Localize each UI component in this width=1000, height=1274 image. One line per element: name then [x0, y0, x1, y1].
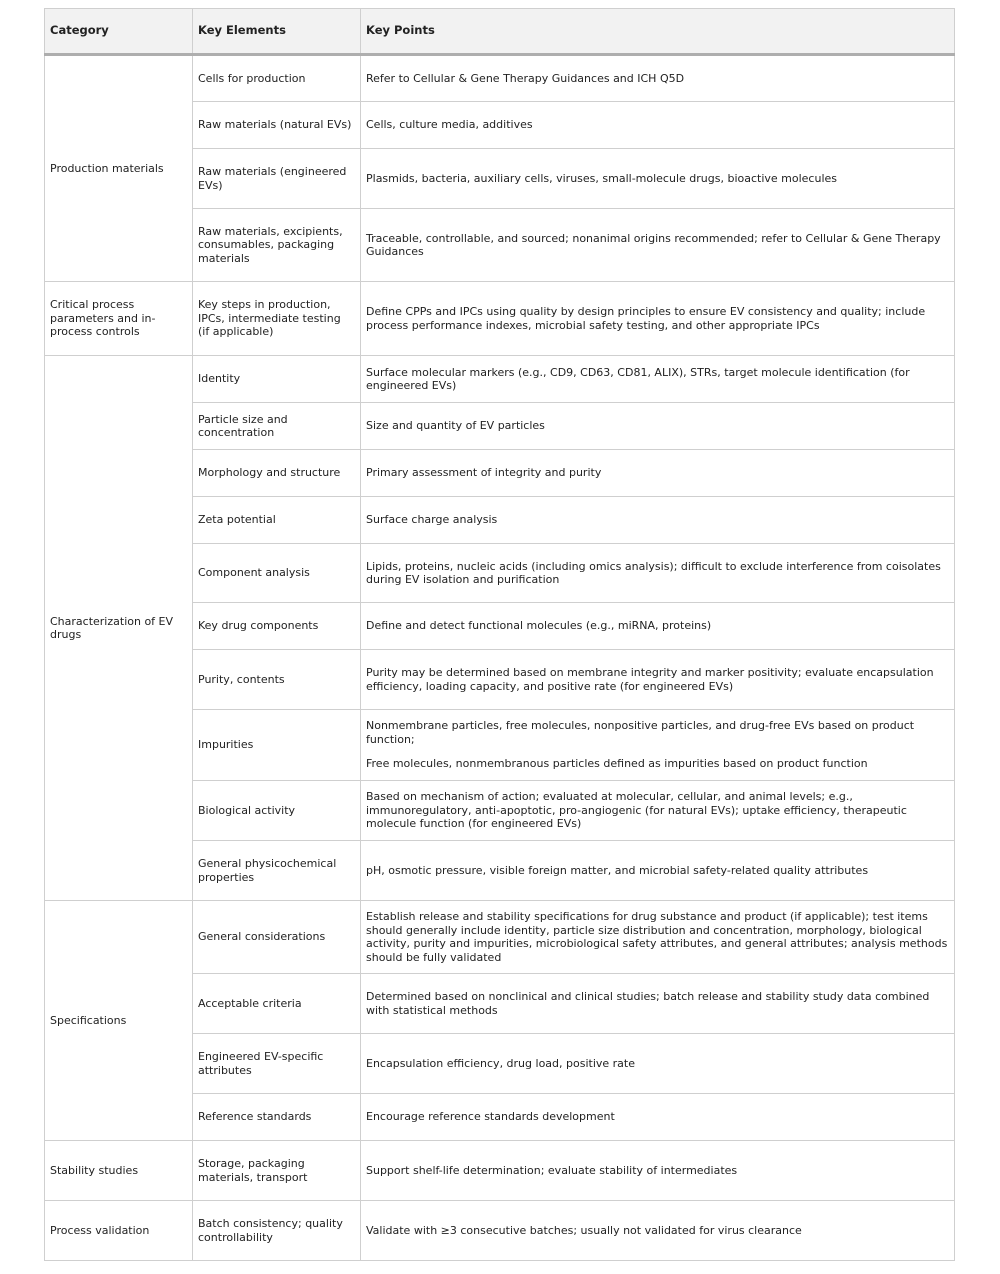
table-row: [45, 1201, 955, 1261]
table-row: [45, 282, 955, 356]
key-element-cell: Key drug components: [193, 603, 361, 650]
key-points-cell: [361, 901, 955, 974]
header-key-points: Key Points: [361, 9, 955, 55]
key-points-cell: [361, 1094, 955, 1141]
header-category: Category: [45, 9, 193, 55]
key-element-cell: Key steps in production, IPCs, intermediate testing (if applicable): [193, 282, 361, 356]
table-header: [45, 9, 955, 55]
key-element-cell: Component analysis: [193, 544, 361, 603]
key-point-text: Cells, culture media, additives: [366, 118, 533, 132]
category-cell: Production materials: [45, 55, 193, 282]
key-point-text: Lipids, proteins, nucleic acids (including omics analysis); difficult to exclude interference from coisolates during EV isolation and purification: [366, 559, 941, 586]
key-element-cell: Impurities: [193, 710, 361, 781]
key-points-cell: [361, 149, 955, 209]
key-points-cell: [361, 102, 955, 149]
table-row: [45, 55, 955, 102]
key-points-cell: [361, 450, 955, 497]
key-points-cell: [361, 209, 955, 282]
key-points-cell: [361, 544, 955, 603]
key-points-cell: [361, 1141, 955, 1201]
key-point-text: Primary assessment of integrity and purity: [366, 466, 602, 480]
key-points-cell: [361, 1034, 955, 1094]
key-points-cell: [361, 650, 955, 710]
key-point-text: Free molecules, nonmembranous particles defined as impurities based on product function: [366, 757, 868, 771]
category-cell: Stability studies: [45, 1141, 193, 1201]
key-element-cell: Raw materials (natural EVs): [193, 102, 361, 149]
key-point-text: Plasmids, bacteria, auxiliary cells, viruses, small-molecule drugs, bioactive molecules: [366, 171, 838, 185]
key-point-text: Nonmembrane particles, free molecules, nonpositive particles, and drug-free EVs based on product function;: [366, 719, 915, 746]
key-points-cell: [361, 282, 955, 356]
key-element-cell: Raw materials, excipients, consumables, packaging materials: [193, 209, 361, 282]
key-element-cell: Batch consistency; quality controllability: [193, 1201, 361, 1261]
header-key-elements: Key Elements: [193, 9, 361, 55]
key-point-text: Purity may be determined based on membrane integrity and marker positivity; evaluate encapsulation efficiency, loading capacity, and positive rate (for engineered EVs): [366, 666, 934, 693]
key-element-cell: Cells for production: [193, 55, 361, 102]
key-points-cell: [361, 841, 955, 901]
table-row: [45, 1141, 955, 1201]
key-points-cell: [361, 781, 955, 841]
key-element-cell: Particle size and concentration: [193, 403, 361, 450]
key-element-cell: Storage, packaging materials, transport: [193, 1141, 361, 1201]
key-element-cell: Reference standards: [193, 1094, 361, 1141]
category-cell: Characterization of EV drugs: [45, 356, 193, 901]
key-points-cell: [361, 1201, 955, 1261]
table-row: [45, 356, 955, 403]
key-points-cell: [361, 403, 955, 450]
key-point-text: pH, osmotic pressure, visible foreign matter, and microbial safety-related quality attributes: [366, 863, 869, 877]
key-point-text: Validate with ≥3 consecutive batches; usually not validated for virus clearance: [366, 1223, 802, 1237]
category-cell: Process validation: [45, 1201, 193, 1261]
key-element-cell: Engineered EV-specific attributes: [193, 1034, 361, 1094]
key-point-text: Based on mechanism of action; evaluated at molecular, cellular, and animal levels; e.g., immunoregulatory, anti-apoptotic, pro-angiogenic (for natural EVs); uptake efficiency, therapeutic molecule function (for engineered EVs): [366, 790, 907, 831]
key-point-text: Size and quantity of EV particles: [366, 419, 545, 433]
key-point-text: Support shelf-life determination; evaluate stability of intermediates: [366, 1163, 738, 1177]
key-points-cell: [361, 603, 955, 650]
key-element-cell: Raw materials (engineered EVs): [193, 149, 361, 209]
category-cell: Critical process parameters and in-process controls: [45, 282, 193, 356]
key-element-cell: Acceptable criteria: [193, 974, 361, 1034]
key-point-text: Surface charge analysis: [366, 513, 498, 527]
key-point-text: Define CPPs and IPCs using quality by design principles to ensure EV consistency and quality; include process performance indexes, microbial safety testing, and other appropriate IPCs: [366, 305, 926, 332]
key-point-text: Surface molecular markers (e.g., CD9, CD63, CD81, ALIX), STRs, target molecule identification (for engineered EVs): [366, 365, 910, 392]
key-element-cell: General considerations: [193, 901, 361, 974]
table-body: [45, 55, 955, 1261]
key-points-cell: [361, 356, 955, 403]
key-points-cell: [361, 497, 955, 544]
key-element-cell: Identity: [193, 356, 361, 403]
key-element-cell: General physicochemical properties: [193, 841, 361, 901]
key-point-text: Define and detect functional molecules (e.g., miRNA, proteins): [366, 619, 712, 633]
ev-drug-table: [44, 8, 955, 1261]
key-element-cell: Zeta potential: [193, 497, 361, 544]
key-element-cell: Biological activity: [193, 781, 361, 841]
key-points-cell: [361, 974, 955, 1034]
header-row: [45, 9, 955, 55]
key-point-text: Determined based on nonclinical and clinical studies; batch release and stability study data combined with statistical methods: [366, 990, 930, 1017]
key-element-cell: Morphology and structure: [193, 450, 361, 497]
key-point-text: Encapsulation efficiency, drug load, positive rate: [366, 1056, 636, 1070]
key-point-text: Encourage reference standards development: [366, 1110, 615, 1124]
category-cell: Specifications: [45, 901, 193, 1141]
key-element-cell: Purity, contents: [193, 650, 361, 710]
key-points-cell: [361, 55, 955, 102]
table-row: [45, 901, 955, 974]
key-point-text: Refer to Cellular & Gene Therapy Guidances and ICH Q5D: [366, 71, 685, 85]
key-point-text: Traceable, controllable, and sourced; nonanimal origins recommended; refer to Cellular & Gene Therapy Guidances: [366, 231, 941, 258]
key-point-text: Establish release and stability specifications for drug substance and product (if applicable); test items should generally include identity, particle size distribution and concentration, morphology, biological activity, purity and impurities, microbiological safety attributes, and general attributes; analysis methods should be fully validated: [366, 910, 948, 964]
key-points-cell: [361, 710, 955, 781]
